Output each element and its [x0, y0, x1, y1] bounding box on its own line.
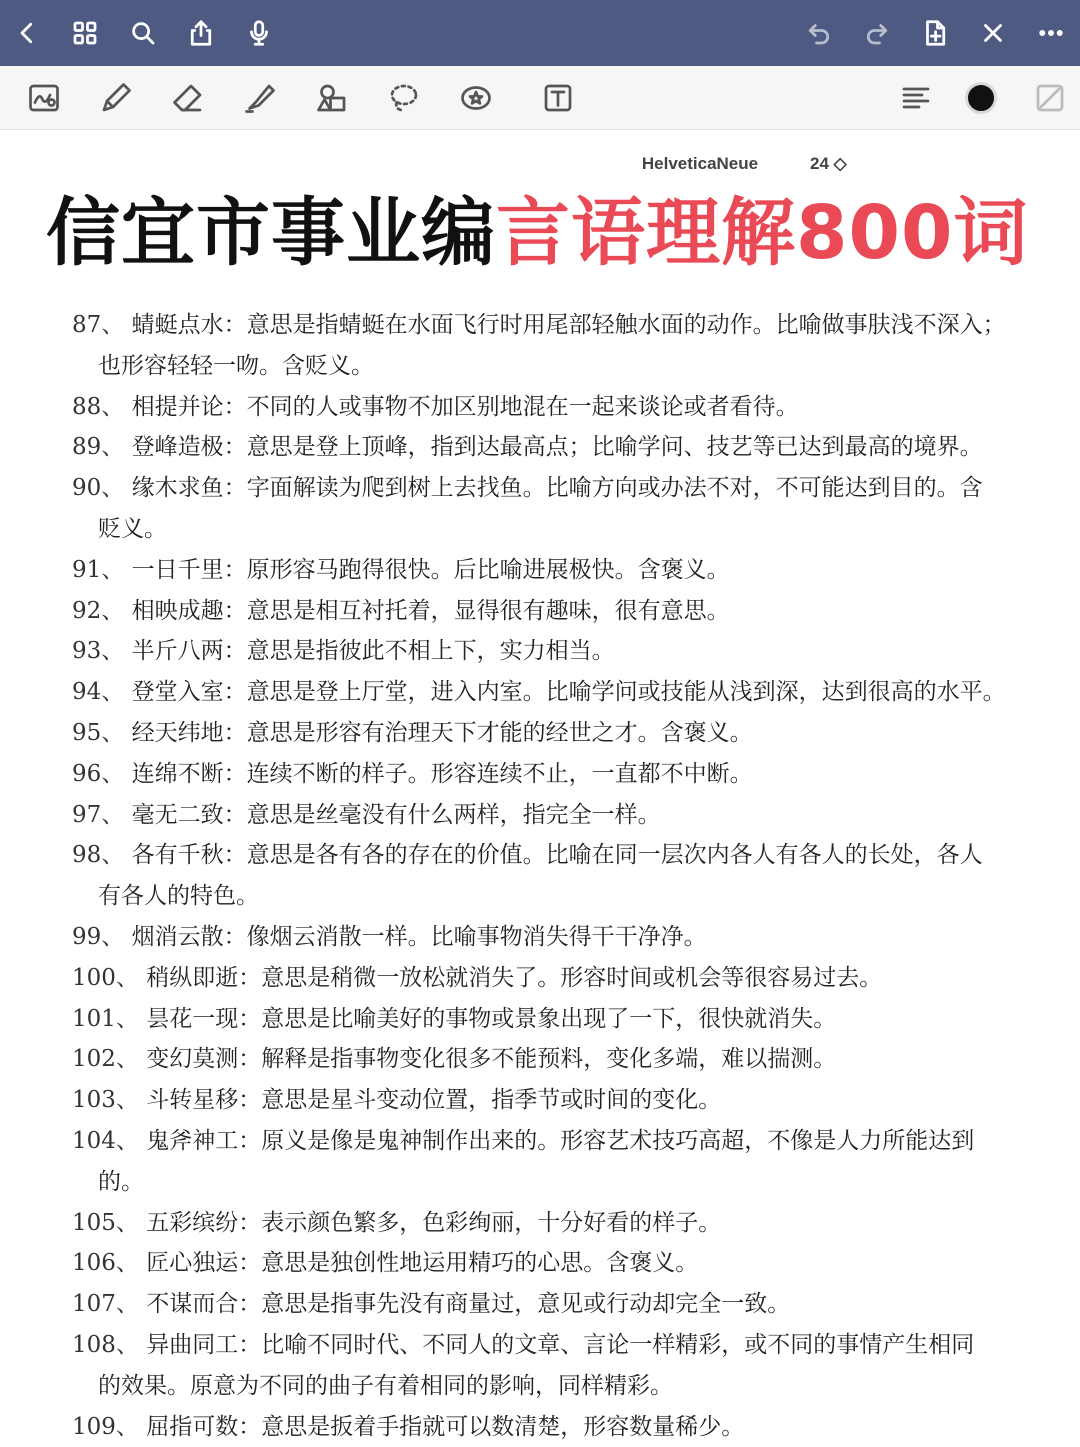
- entry-number: 106、: [72, 1250, 139, 1277]
- entry-definition: ：意思是丝毫没有什么两样，指完全一样。: [223, 801, 661, 828]
- entry-term: 连绵不断: [131, 760, 224, 787]
- tool-bar: [0, 66, 1080, 173]
- entry-definition-continued: 有各人的特色。: [98, 883, 259, 910]
- entry-definition: ：比喻不同时代、不同人的文章、言论一样精彩，或不同的事情产生相同: [238, 1331, 975, 1358]
- entry-definition: ：意思是指蜻蜓在水面飞行时用尾部轻触水面的动作。比喻做事肤浅不深入；: [223, 312, 1006, 338]
- list-item: [72, 795, 1042, 836]
- list-item: [72, 1039, 1042, 1080]
- pen-icon[interactable]: [94, 78, 138, 118]
- entry-number: 104、: [72, 1127, 139, 1154]
- entry-definition: ：原形容马跑得很快。后比喻进展极快。含褒义。: [223, 556, 730, 583]
- entry-number: 98、: [72, 842, 125, 869]
- entry-definition: ：意思是指彼此不相上下，实力相当。: [223, 638, 615, 665]
- entry-number: 87、: [72, 312, 125, 338]
- entry-number: 108、: [72, 1331, 139, 1358]
- list-item: [72, 958, 1042, 999]
- add-page-icon[interactable]: [916, 14, 954, 52]
- entry-number: 93、: [72, 638, 125, 665]
- entry-definition: ：原义是像是鬼神制作出来的。形容艺术技巧高超，不像是人力所能达到: [238, 1127, 975, 1154]
- entry-definition-continued: 的。: [98, 1168, 144, 1195]
- entry-term: 鬼斧神工: [146, 1127, 239, 1154]
- entry-term: 各有千秋: [131, 842, 224, 869]
- entry-definition: ：意思是指事先没有商量过，意见或行动却完全一致。: [238, 1291, 791, 1318]
- entry-definition: ：连续不断的样子。形容连续不止，一直都不中断。: [223, 760, 753, 787]
- entry-number: 94、: [72, 679, 125, 706]
- list-item: [72, 550, 1042, 591]
- entry-definition-continued: 的效果。原意为不同的曲子有着相同的影响，同样精彩。: [98, 1372, 673, 1399]
- entry-number: 95、: [72, 719, 125, 746]
- entry-term: 登堂入室: [131, 679, 224, 706]
- entry-term: 屈指可数: [146, 1413, 239, 1440]
- entry-definition: ：意思是相互衬托着，显得很有趣味，很有意思。: [223, 597, 730, 624]
- entry-definition: ：意思是形容有治理天下才能的经世之才。含褒义。: [223, 719, 753, 746]
- entry-number: 97、: [72, 801, 125, 828]
- entry-term: 蜻蜓点水: [131, 312, 224, 338]
- title-black-part: 信宜市事业编: [46, 190, 496, 276]
- entry-definition: ：意思是扳着手指就可以数清楚，形容数量稀少。: [238, 1413, 745, 1440]
- entry-term: 半斤八两: [131, 638, 224, 665]
- entry-definition: ：像烟云消散一样。比喻事物消失得干干净净。: [223, 923, 707, 950]
- entry-number: 99、: [72, 923, 125, 950]
- entry-definition: ：意思是独创性地运用精巧的心思。含褒义。: [238, 1250, 699, 1277]
- color-swatch[interactable]: [965, 82, 997, 114]
- title-red-part: 言语理解800词: [496, 190, 1029, 276]
- page-title: [46, 188, 1046, 278]
- list-item: [72, 754, 1042, 795]
- entry-number: 92、: [72, 597, 125, 624]
- entry-term: 一日千里: [131, 556, 224, 583]
- entry-definition-continued: 贬义。: [98, 515, 167, 542]
- list-item: [72, 1080, 1042, 1121]
- zoom-icon[interactable]: [22, 78, 66, 118]
- entry-term: 斗转星移: [146, 1087, 239, 1114]
- list-item: [72, 468, 1042, 550]
- list-item: [72, 672, 1042, 713]
- search-icon[interactable]: [124, 14, 162, 52]
- font-size-selector[interactable]: 24 ◇: [810, 154, 847, 173]
- entry-term: 变幻莫测: [146, 1046, 239, 1073]
- entry-term: 烟消云散: [131, 923, 224, 950]
- entry-term: 登峰造极: [131, 434, 224, 461]
- entry-number: 88、: [72, 393, 125, 420]
- entry-definition: ：不同的人或事物不加区别地混在一起来谈论或者看待。: [223, 393, 799, 420]
- entry-definition: ：意思是星斗变动位置，指季节或时间的变化。: [238, 1087, 722, 1114]
- list-item: [72, 631, 1042, 672]
- share-icon[interactable]: [182, 14, 220, 52]
- entry-definition: ：意思是各有各的存在的价值。比喻在同一层次内各人有各人的长处，各人: [223, 842, 983, 869]
- back-icon[interactable]: [8, 14, 46, 52]
- entry-number: 90、: [72, 475, 125, 502]
- entry-term: 不谋而合: [146, 1291, 239, 1318]
- close-icon[interactable]: [974, 14, 1012, 52]
- microphone-icon[interactable]: [240, 14, 278, 52]
- list-item: [72, 713, 1042, 754]
- top-app-bar: [0, 0, 1080, 66]
- entry-term: 异曲同工: [146, 1331, 239, 1358]
- list-item: [72, 591, 1042, 632]
- more-icon[interactable]: [1032, 14, 1070, 52]
- entry-term: 五彩缤纷: [146, 1209, 239, 1236]
- align-icon[interactable]: [894, 78, 938, 118]
- list-item: [72, 917, 1042, 958]
- entry-number: 107、: [72, 1291, 139, 1318]
- highlighter-icon[interactable]: [238, 78, 282, 118]
- list-item: [72, 1121, 1042, 1203]
- entry-number: 102、: [72, 1046, 139, 1073]
- list-item: [72, 387, 1042, 428]
- entry-number: 100、: [72, 964, 139, 991]
- entry-number: 109、: [72, 1413, 139, 1440]
- entry-term: 缘木求鱼: [131, 475, 224, 502]
- list-item: [72, 999, 1042, 1040]
- entry-number: 105、: [72, 1209, 139, 1236]
- entry-term: 相映成趣: [131, 597, 224, 624]
- list-item: [72, 835, 1042, 917]
- entry-number: 91、: [72, 556, 125, 583]
- eraser-icon[interactable]: [166, 78, 210, 118]
- entry-term: 匠心独运: [146, 1250, 239, 1277]
- vocabulary-list: [72, 305, 1042, 1447]
- list-item: [72, 1284, 1042, 1325]
- entry-term: 相提并论: [131, 393, 224, 420]
- entry-definition: ：意思是比喻美好的事物或景象出现了一下，很快就消失。: [238, 1005, 837, 1032]
- entry-term: 稍纵即逝: [146, 964, 239, 991]
- entry-number: 89、: [72, 434, 125, 461]
- list-item: [72, 427, 1042, 468]
- list-item: [72, 1325, 1042, 1407]
- entry-number: 103、: [72, 1087, 139, 1114]
- text-tool-icon[interactable]: [536, 78, 580, 118]
- entry-term: 毫无二致: [131, 801, 224, 828]
- list-item: [72, 1243, 1042, 1284]
- entry-term: 昙花一现: [146, 1005, 239, 1032]
- lasso-icon[interactable]: [382, 78, 426, 118]
- paper-icon[interactable]: [1028, 78, 1072, 118]
- font-name-selector[interactable]: HelveticaNeue: [641, 154, 759, 173]
- grid-icon[interactable]: [66, 14, 104, 52]
- redo-icon[interactable]: [858, 14, 896, 52]
- entry-definition: ：意思是登上顶峰，指到达最高点；比喻学问、技艺等已达到最高的境界。: [223, 434, 983, 461]
- entry-definition: ：字面解读为爬到树上去找鱼。比喻方向或办法不对，不可能达到目的。含: [223, 475, 983, 502]
- sticker-icon[interactable]: [454, 78, 498, 118]
- list-item: [72, 1203, 1042, 1244]
- entry-number: 96、: [72, 760, 125, 787]
- entry-definition: ：意思是稍微一放松就消失了。形容时间或机会等很容易过去。: [238, 964, 883, 991]
- entry-definition-continued: 也形容轻轻一吻。含贬义。: [98, 352, 374, 379]
- entry-definition: ：意思是登上厅堂，进入内室。比喻学问或技能从浅到深，达到很高的水平。: [223, 679, 1006, 706]
- entry-number: 101、: [72, 1005, 139, 1032]
- list-item: [72, 1407, 1042, 1447]
- shapes-icon[interactable]: [310, 78, 354, 118]
- list-item: [72, 305, 1042, 387]
- undo-icon[interactable]: [800, 14, 838, 52]
- entry-term: 经天纬地: [131, 719, 224, 746]
- entry-definition: ：解释是指事物变化很多不能预料，变化多端，难以揣测。: [238, 1046, 837, 1073]
- entry-definition: ：表示颜色繁多，色彩绚丽，十分好看的样子。: [238, 1209, 722, 1236]
